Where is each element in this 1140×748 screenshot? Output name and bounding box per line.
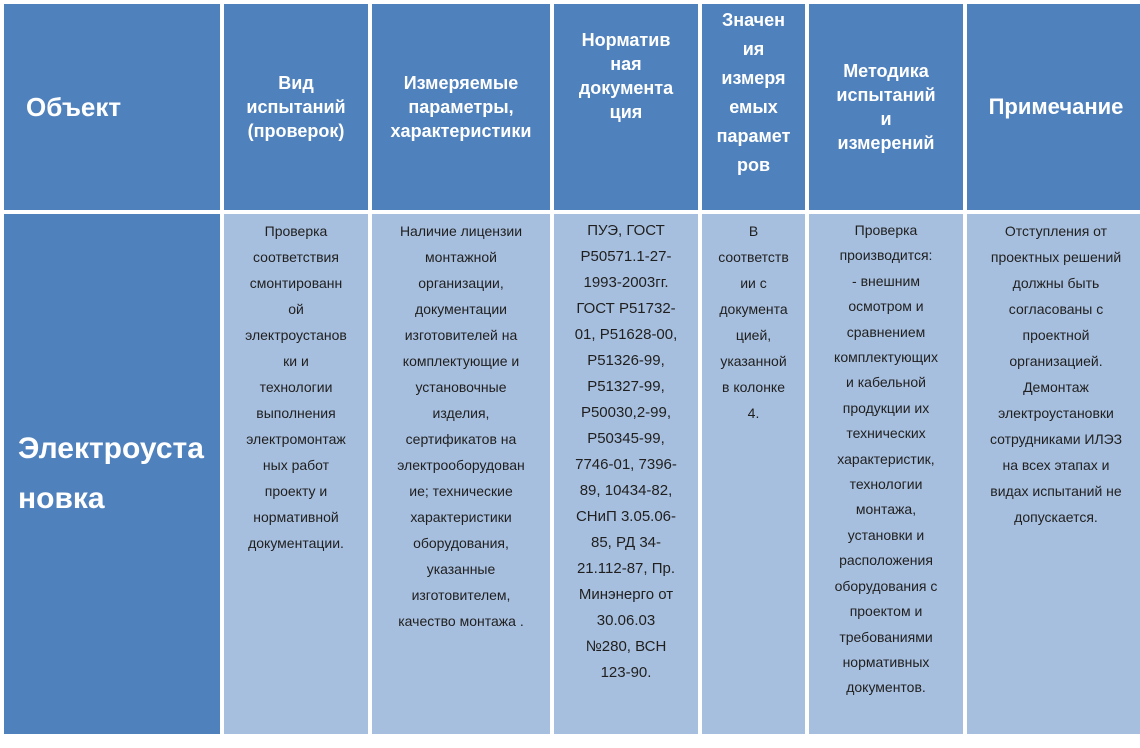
header-measured-parameters (372, 4, 550, 210)
cell-test-type (224, 214, 368, 734)
header-measured-parameters-label: Измеряемые параметры, характеристики (390, 73, 532, 141)
cell-values-text: В соответств ии с документа цией, указанной в колонке 4. (718, 223, 789, 421)
cell-notes-text: Отступления от проектных решений должны быть согласованы с проектной организацией. Демонтаж электроустановки сотрудниками ИЛЭЗ на всех этапах и видах испытаний не допускается. (989, 223, 1123, 525)
cell-measured-parameters-text: Наличие лицензии монтажной организации, документации изготовителей на комплектующие и установочные изделия, сертификатов на электрооборудован ие; технические характеристики оборудования, указанные изготовителем, качество монтажа . (397, 223, 525, 629)
header-test-type-label: Вид испытаний (проверок) (246, 73, 346, 141)
cell-notes (967, 214, 1140, 734)
cell-values (702, 214, 805, 734)
header-normative-docs (554, 4, 698, 210)
header-object-label: Объект (26, 92, 122, 122)
header-test-type (224, 4, 368, 210)
row-object-label: Электроуста новка (18, 432, 204, 515)
header-object (4, 4, 220, 210)
row-object-cell (4, 214, 220, 734)
inspection-table (4, 4, 1137, 734)
header-notes-label: Примечание (988, 94, 1124, 119)
header-notes (967, 4, 1140, 210)
cell-measured-parameters (372, 214, 550, 734)
cell-normative-docs-text: ПУЭ, ГОСТ Р50571.1-27- 1993-2003гг. ГОСТ Р51732- 01, Р51628-00, Р51326-99, Р51327-99, Р50030,2-99, Р50345-99, 7746-01, 7396- 89, 10434-82, СНиП 3.05.06- 85, РД 34- 21.112-87, Пр. Минэнерго от 30.06.03 №280, ВСН 123-90. (574, 222, 678, 681)
header-normative-docs-label: Норматив ная документа ция (578, 30, 674, 122)
header-methodology-label: Методика испытаний и измерений (836, 61, 936, 153)
header-methodology (809, 4, 963, 210)
cell-test-type-text: Проверка соответствия смонтированн ой электроустанов ки и технологии выполнения электромонтаж ных работ проекту и нормативной документации. (245, 223, 347, 551)
cell-normative-docs (554, 214, 698, 734)
header-values (702, 4, 805, 210)
cell-methodology (809, 214, 963, 734)
header-values-label: Значен ия измеря емых парамет ров (716, 10, 791, 175)
cell-methodology-text: Проверка производится: - внешним осмотром и сравнением комплектующих и кабельной продукции их технических характеристик, технологии монтажа, установки и расположения оборудования с проектом и требованиями нормативных документов. (834, 222, 938, 696)
